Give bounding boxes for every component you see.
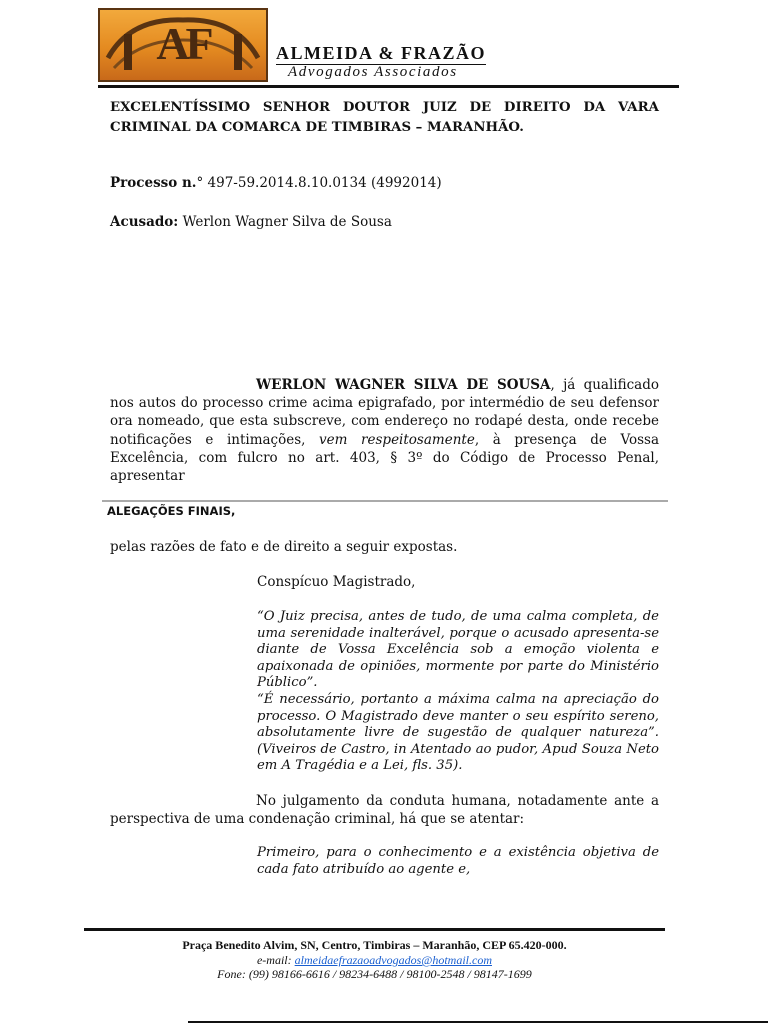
razoes-line: pelas razões de fato e de direito a seguir expostas. bbox=[110, 539, 458, 555]
processo-line bbox=[110, 174, 659, 192]
footer-divider bbox=[84, 928, 665, 931]
intro-emphasis: vem respeitosamente bbox=[319, 431, 475, 448]
page-bottom-line bbox=[188, 1021, 768, 1023]
addressee: EXCELENTÍSSIMO SENHOR DOUTOR JUIZ DE DIREITO DA VARA CRIMINAL DA COMARCA DE TIMBIRAS – MARANHÃO. bbox=[110, 100, 659, 135]
quote-block-3: Primeiro, para o conhecimento e a existência objetiva de cada fato atribuído ao agente e, bbox=[257, 845, 659, 877]
logo-monogram: AF bbox=[156, 18, 210, 69]
footer-address: Praça Benedito Alvim, SN, Centro, Timbiras – Maranhão, CEP 65.420-000. bbox=[182, 938, 567, 952]
julgamento-text: No julgamento da conduta humana, notadamente ante a perspectiva de uma condenação criminal, há que se atentar: bbox=[110, 793, 659, 827]
intro-paragraph bbox=[110, 376, 659, 485]
firm-logo bbox=[98, 8, 268, 82]
acusado-value: Werlon Wagner Silva de Sousa bbox=[178, 214, 392, 230]
footer-email-link[interactable]: almeidaefrazaoadvogados@hotmail.com bbox=[294, 953, 492, 967]
firm-subtitle: Advogados Associados bbox=[288, 64, 458, 80]
quote-block-2: “É necessário, portanto a máxima calma na apreciação do processo. O Magistrado deve manter o seu espírito sereno, absolutamente livre de sugestão de qualquer natureza”. (Viveiros de Castro, in Atentado ao pudor, Apud Souza Neto em A Tragédia e a Lei, fls. 35). bbox=[257, 692, 659, 774]
section-divider bbox=[102, 500, 668, 502]
section-title: ALEGAÇÕES FINAIS, bbox=[107, 504, 236, 518]
processo-label: Processo n. bbox=[110, 175, 197, 191]
header-divider bbox=[98, 85, 679, 88]
processo-value: ° 497-59.2014.8.10.0134 (4992014) bbox=[196, 175, 442, 191]
vocativo: Conspícuo Magistrado, bbox=[257, 574, 416, 590]
footer-phone: Fone: (99) 98166-6616 / 98234-6488 / 98100-2548 / 98147-1699 bbox=[217, 967, 532, 981]
intro-text-b: , à presença de Vossa Excelência, com fulcro no art. 403, § 3º do Código de Processo Penal, apresentar bbox=[110, 431, 659, 485]
footer-email-line bbox=[84, 953, 665, 968]
intro-name: WERLON WAGNER SILVA DE SOUSA bbox=[256, 377, 551, 393]
quote-block-1: “O Juiz precisa, antes de tudo, de uma calma completa, de uma serenidade inalterável, porque o acusado apresenta-se diante de Vossa Excelência sob a emoção violenta e apaixonada de opiniões, mormente por parte do Ministério Público”. bbox=[257, 609, 659, 691]
firm-name: ALMEIDA & FRAZÃO bbox=[276, 43, 487, 63]
intro-text-a: , já qualificado nos autos do processo crime acima epigrafado, por intermédio de seu defensor ora nomeado, que esta subscreve, com endereço no rodapé desta, onde recebe notificações e intimações, bbox=[110, 377, 659, 448]
julgamento-paragraph bbox=[110, 792, 659, 828]
acusado-line bbox=[110, 213, 659, 231]
acusado-label: Acusado: bbox=[110, 214, 179, 230]
footer-email-label: e-mail: bbox=[256, 953, 295, 967]
